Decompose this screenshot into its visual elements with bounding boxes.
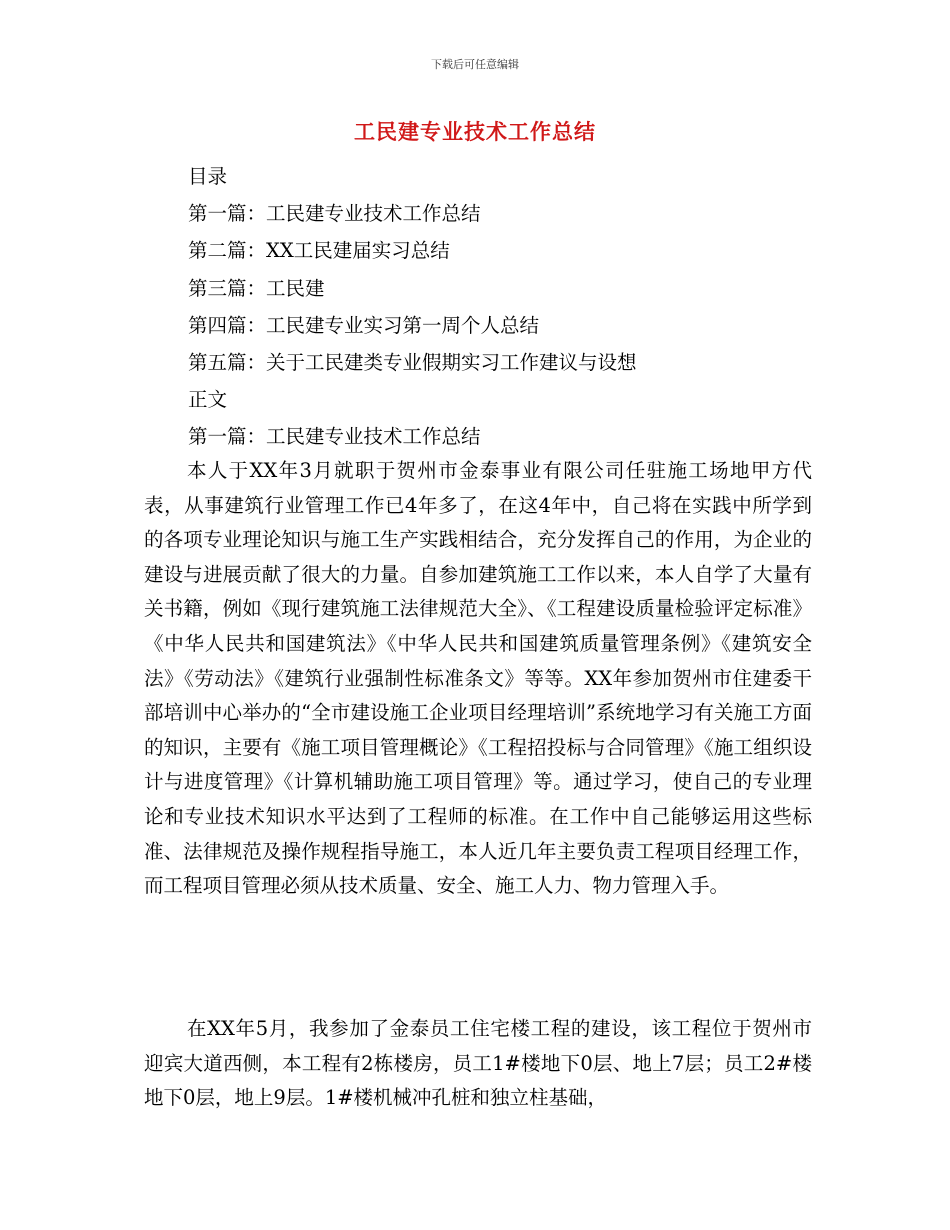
body-heading: 正文: [188, 388, 228, 412]
paragraph: 在XX年5月，我参加了金泰员工住宅楼工程的建设，该工程位于贺州市迎宾大道西侧，本工程有2栋楼房，员工1#楼地下0层、地上7层；员工2#楼地下0层，地上9层。1#楼机械冲孔桩和独立柱基础，: [144, 1017, 812, 1110]
toc-item-5: 第五篇：关于工民建类专业假期实习工作建议与设想: [188, 350, 637, 374]
section-heading: 第一篇：工民建专业技术工作总结: [188, 425, 481, 449]
table-of-contents: [188, 158, 828, 456]
toc-item-4: 第四篇：工民建专业实习第一周个人总结: [188, 313, 540, 337]
paragraph: 本人于XX年3月就职于贺州市金泰事业有限公司任驻施工场地甲方代表，从事建筑行业管理工作已4年多了，在这4年中，自己将在实践中所学到的各项专业理论知识与施工生产实践相结合，充分发挥自己的作用，为企业的建设与进展贡献了很大的力量。自参加建筑施工工作以来，本人自学了大量有关书籍，例如《现行建筑施工法律规范大全》、《工程建设质量检验评定标准》《中华人民共和国建筑法》《中华人民共和国建筑质量管理条例》《建筑安全法》《劳动法》《建筑行业强制性标准条文》等等。XX年参加贺州市住建委干部培训中心举办的“全市建设施工企业项目经理培训”系统地学习有关施工方面的知识，主要有《施工项目管理概论》《工程招投标与合同管理》《施工组织设计与进度管理》《计算机辅助施工项目管理》等。通过学习，使自己的专业理论和专业技术知识水平达到了工程师的标准。在工作中自己能够运用这些标准、法律规范及操作规程指导施工，本人近几年主要负责工程项目经理工作，而工程项目管理必须从技术质量、安全、施工人力、物力管理入手。: [144, 459, 812, 898]
toc-item-1: 第一篇：工民建专业技术工作总结: [188, 202, 481, 226]
toc-item-3: 第三篇：工民建: [188, 276, 325, 300]
toc-item-2: 第二篇：XX工民建届实习总结: [188, 239, 450, 263]
page-header: 下载后可任意编辑: [431, 58, 519, 71]
document-title: 工民建专业技术工作总结: [354, 119, 596, 144]
toc-heading: 目录: [188, 165, 228, 188]
